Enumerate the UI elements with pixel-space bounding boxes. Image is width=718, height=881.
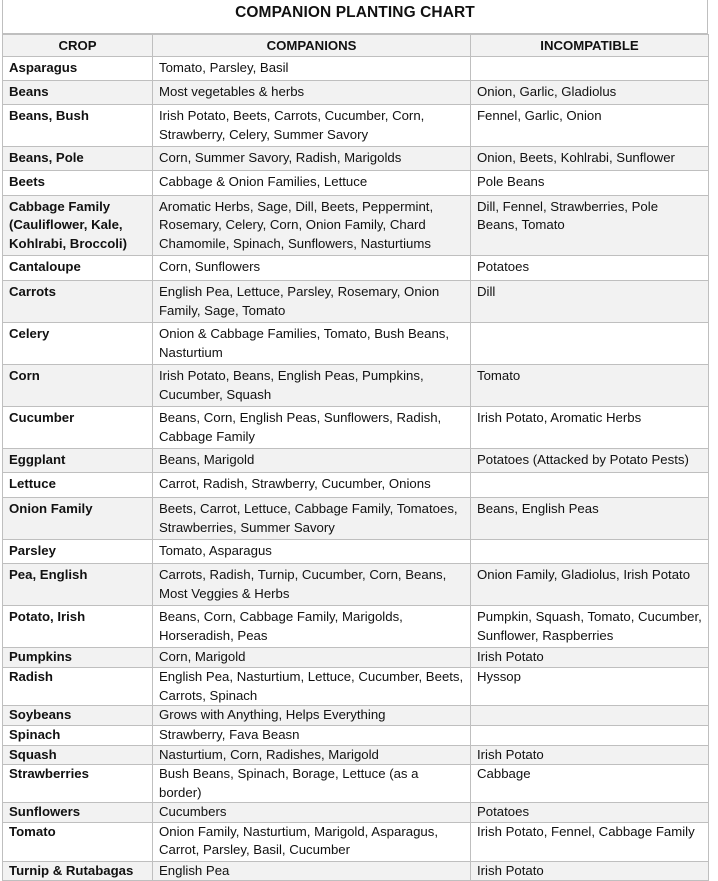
incompatible-cell: Cabbage (471, 765, 709, 803)
incompatible-cell: Irish Potato (471, 861, 709, 881)
crop-cell: Asparagus (3, 57, 153, 81)
table-row (3, 861, 709, 881)
companions-cell: English Pea (153, 861, 471, 881)
companions-cell: Onion Family, Nasturtium, Marigold, Asparagus, Carrot, Parsley, Basil, Cucumber (153, 822, 471, 861)
companions-cell: Beans, Corn, English Peas, Sunflowers, Radish, Cabbage Family (153, 407, 471, 449)
table-row (3, 170, 709, 195)
companions-cell: Strawberry, Fava Beasn (153, 726, 471, 746)
incompatible-cell: Irish Potato, Fennel, Cabbage Family (471, 822, 709, 861)
table-row (3, 147, 709, 171)
crop-cell: Beans, Pole (3, 147, 153, 171)
crop-cell: Pea, English (3, 564, 153, 606)
incompatible-cell: Pole Beans (471, 170, 709, 195)
crop-cell: Lettuce (3, 473, 153, 498)
table-row (3, 606, 709, 648)
crop-cell: Cantaloupe (3, 256, 153, 281)
crop-cell: Turnip & Rutabagas (3, 861, 153, 881)
companion-planting-sheet (2, 0, 708, 881)
table-row (3, 105, 709, 147)
table-row (3, 365, 709, 407)
crop-cell: Squash (3, 745, 153, 765)
crop-cell: Potato, Irish (3, 606, 153, 648)
incompatible-cell: Onion Family, Gladiolus, Irish Potato (471, 564, 709, 606)
crop-cell: Beans, Bush (3, 105, 153, 147)
companions-cell: Beets, Carrot, Lettuce, Cabbage Family, Tomatoes, Strawberries, Summer Savory (153, 498, 471, 540)
crop-cell: Celery (3, 323, 153, 365)
companions-cell: Corn, Summer Savory, Radish, Marigolds (153, 147, 471, 171)
crop-cell: Onion Family (3, 498, 153, 540)
incompatible-cell (471, 726, 709, 746)
companions-cell: Beans, Corn, Cabbage Family, Marigolds, Horseradish, Peas (153, 606, 471, 648)
crop-cell: Pumpkins (3, 648, 153, 668)
crop-cell: Tomato (3, 822, 153, 861)
incompatible-cell: Potatoes (471, 803, 709, 823)
column-header-companions: COMPANIONS (153, 35, 471, 57)
companions-cell: English Pea, Nasturtium, Lettuce, Cucumber, Beets, Carrots, Spinach (153, 668, 471, 706)
table-row (3, 323, 709, 365)
table-row (3, 540, 709, 564)
companion-planting-table (2, 34, 709, 881)
table-row (3, 281, 709, 323)
table-row (3, 765, 709, 803)
incompatible-cell (471, 473, 709, 498)
incompatible-cell: Fennel, Garlic, Onion (471, 105, 709, 147)
incompatible-cell (471, 323, 709, 365)
crop-cell: Cucumber (3, 407, 153, 449)
table-row (3, 648, 709, 668)
crop-cell: Sunflowers (3, 803, 153, 823)
companions-cell: Most vegetables & herbs (153, 81, 471, 105)
companions-cell: Beans, Marigold (153, 449, 471, 473)
companions-cell: Irish Potato, Beets, Carrots, Cucumber, Corn, Strawberry, Celery, Summer Savory (153, 105, 471, 147)
companions-cell: Grows with Anything, Helps Everything (153, 706, 471, 726)
companions-cell: Cucumbers (153, 803, 471, 823)
incompatible-cell (471, 706, 709, 726)
companions-cell: Corn, Sunflowers (153, 256, 471, 281)
incompatible-cell: Irish Potato, Aromatic Herbs (471, 407, 709, 449)
incompatible-cell: Beans, English Peas (471, 498, 709, 540)
column-header-crop: CROP (3, 35, 153, 57)
incompatible-cell (471, 57, 709, 81)
incompatible-cell: Irish Potato (471, 648, 709, 668)
incompatible-cell: Hyssop (471, 668, 709, 706)
table-row (3, 803, 709, 823)
crop-cell: Spinach (3, 726, 153, 746)
incompatible-cell: Onion, Beets, Kohlrabi, Sunflower (471, 147, 709, 171)
incompatible-cell: Irish Potato (471, 745, 709, 765)
table-row (3, 745, 709, 765)
crop-cell: Cabbage Family (Cauliflower, Kale, Kohlrabi, Broccoli) (3, 195, 153, 256)
crop-cell: Soybeans (3, 706, 153, 726)
table-row (3, 668, 709, 706)
companions-cell: Aromatic Herbs, Sage, Dill, Beets, Peppermint, Rosemary, Celery, Corn, Onion Family, Chard Chamomile, Spinach, Sunflowers, Nasturtiums (153, 195, 471, 256)
companions-cell: Carrots, Radish, Turnip, Cucumber, Corn, Beans, Most Veggies & Herbs (153, 564, 471, 606)
incompatible-cell: Dill, Fennel, Strawberries, Pole Beans, Tomato (471, 195, 709, 256)
companions-cell: Cabbage & Onion Families, Lettuce (153, 170, 471, 195)
crop-cell: Carrots (3, 281, 153, 323)
incompatible-cell: Pumpkin, Squash, Tomato, Cucumber, Sunflower, Raspberries (471, 606, 709, 648)
table-row (3, 726, 709, 746)
companions-cell: Bush Beans, Spinach, Borage, Lettuce (as a border) (153, 765, 471, 803)
companions-cell: English Pea, Lettuce, Parsley, Rosemary, Onion Family, Sage, Tomato (153, 281, 471, 323)
column-header-incompatible: INCOMPATIBLE (471, 35, 709, 57)
incompatible-cell: Tomato (471, 365, 709, 407)
table-row (3, 57, 709, 81)
table-row (3, 473, 709, 498)
crop-cell: Parsley (3, 540, 153, 564)
companions-cell: Nasturtium, Corn, Radishes, Marigold (153, 745, 471, 765)
incompatible-cell: Dill (471, 281, 709, 323)
incompatible-cell: Potatoes (471, 256, 709, 281)
crop-cell: Eggplant (3, 449, 153, 473)
table-row (3, 706, 709, 726)
table-row (3, 195, 709, 256)
table-row (3, 449, 709, 473)
chart-title: COMPANION PLANTING CHART (2, 0, 708, 34)
table-row (3, 256, 709, 281)
table-row (3, 498, 709, 540)
companions-cell: Irish Potato, Beans, English Peas, Pumpkins, Cucumber, Squash (153, 365, 471, 407)
companions-cell: Carrot, Radish, Strawberry, Cucumber, Onions (153, 473, 471, 498)
incompatible-cell (471, 540, 709, 564)
crop-cell: Strawberries (3, 765, 153, 803)
companions-cell: Onion & Cabbage Families, Tomato, Bush Beans, Nasturtium (153, 323, 471, 365)
table-header-row (3, 35, 709, 57)
companions-cell: Tomato, Parsley, Basil (153, 57, 471, 81)
crop-cell: Beets (3, 170, 153, 195)
table-row (3, 564, 709, 606)
crop-cell: Radish (3, 668, 153, 706)
crop-cell: Beans (3, 81, 153, 105)
incompatible-cell: Onion, Garlic, Gladiolus (471, 81, 709, 105)
companions-cell: Corn, Marigold (153, 648, 471, 668)
table-row (3, 407, 709, 449)
crop-cell: Corn (3, 365, 153, 407)
incompatible-cell: Potatoes (Attacked by Potato Pests) (471, 449, 709, 473)
table-row (3, 81, 709, 105)
companions-cell: Tomato, Asparagus (153, 540, 471, 564)
